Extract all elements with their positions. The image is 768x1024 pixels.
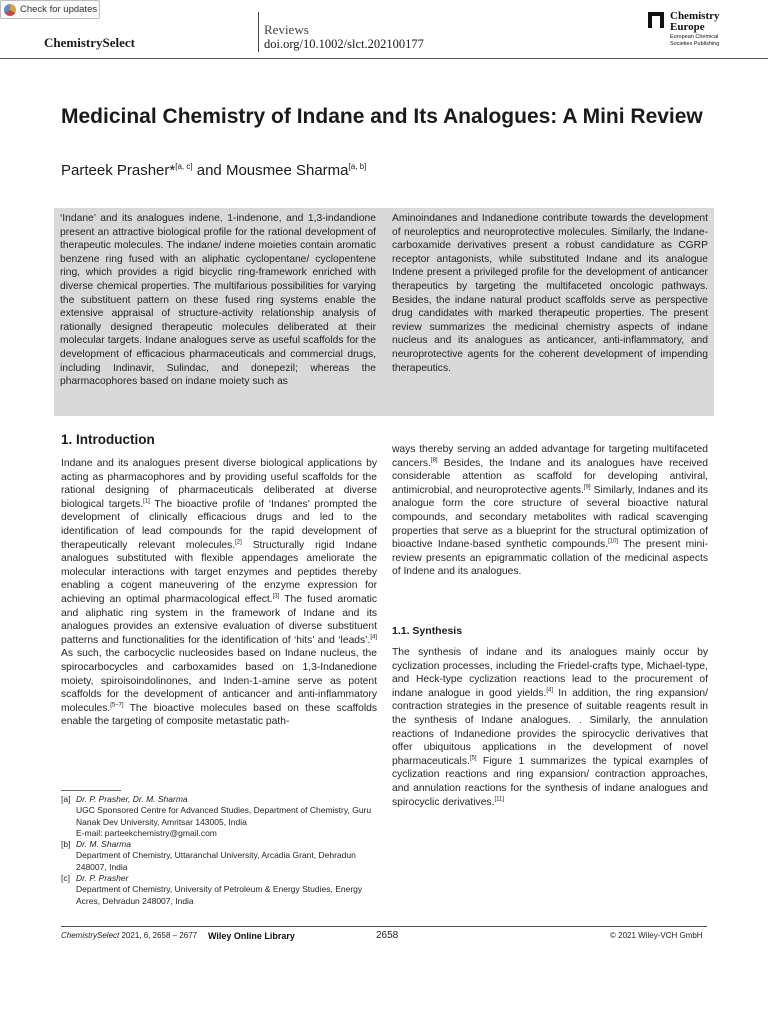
citation-ref[interactable]: [5–7] xyxy=(110,702,124,709)
citation-ref[interactable]: [10] xyxy=(608,538,619,545)
subsection-heading: 1.1. Synthesis xyxy=(392,625,463,637)
body-text: Indane and its analogues present diverse biological applications by acting as pharmacophores and by providing useful scaffolds for the rational designing of pharmaceuticals deliberated at diverse biological targets. xyxy=(61,458,377,510)
publisher-logo xyxy=(648,11,730,47)
footnote-item xyxy=(61,873,381,907)
citation-ref[interactable]: [8] xyxy=(430,457,438,464)
footnote-names: Dr. P. Prasher xyxy=(76,873,129,884)
footnote-line: UGC Sponsored Centre for Advanced Studies, Department of Chemistry, Guru Nanak Dev University, Amritsar 143005, India xyxy=(76,805,372,827)
footnote-tag: [a] xyxy=(61,794,71,804)
synthesis-paragraph xyxy=(392,646,708,809)
intro-paragraph-left xyxy=(61,457,377,729)
check-for-updates-label: Check for updates xyxy=(20,4,98,15)
body-text: Structurally rigid Indane analogues substituted with flexible appendages ameliorate the molecular interactions with target enzymes and peptides thereby enabling a cogent maneuvering of the enzyme expression for achieving an optimal pharmacological effect. xyxy=(61,539,377,605)
body-text: Similarly, Indanes and its analogue form the core structure of several bioactive natural compounds, and secondary metabolites with radical scavenging properties that serve as a blueprint for the structural optimization of bioactive Indane-based synthetic compounds. xyxy=(392,484,708,551)
author-affiliation: [a, c] xyxy=(175,162,193,171)
body-text: Figure 1 summarizes the typical examples of cyclization reactions and ring expansion/ contraction approaches, and annulation reactions for the synthesis of indane analogues and spirocyclic derivatives. xyxy=(392,755,708,808)
doi-link[interactable]: doi.org/10.1002/slct.202100177 xyxy=(264,37,424,51)
affiliation-footnotes xyxy=(61,794,381,907)
abstract-box xyxy=(54,208,714,416)
intro-paragraph-right xyxy=(392,443,708,579)
publisher-line3: European Chemical Societies Publishing xyxy=(670,34,720,47)
section-heading: 1. Introduction xyxy=(61,432,155,447)
header-rule xyxy=(0,58,768,59)
copyright-notice: © 2021 Wiley-VCH GmbH xyxy=(610,931,703,940)
journal-name: ChemistrySelect xyxy=(44,35,135,50)
footnote-rule xyxy=(61,790,121,791)
citation-ref[interactable]: [4] xyxy=(370,634,377,641)
footnote-names: Dr. M. Sharma xyxy=(76,839,131,850)
footer-citation xyxy=(61,931,197,940)
citation-ref[interactable]: [5] xyxy=(469,755,477,762)
body-text: The bioactive profile of ‘Indanes’ prompted the development of clinically efficacious drugs and led to the identification of lead compounds for the rapid development of therapeutically relevant molecules. xyxy=(61,498,377,551)
page-number: 2658 xyxy=(376,930,399,941)
article-type: Reviews xyxy=(264,22,309,37)
author-list xyxy=(61,162,366,179)
footnote-line: Department of Chemistry, Uttaranchal University, Arcadia Grant, Dehradun 248007, India xyxy=(76,850,356,872)
citation-ref[interactable]: [1] xyxy=(143,498,150,505)
footnote-item xyxy=(61,794,381,839)
footer-citation-text: 2021, 6, 2658 – 2677 xyxy=(119,931,198,940)
body-text: The bioactive molecules based on these scaffolds enable the targeting of composite metastatic path- xyxy=(61,702,377,728)
citation-ref[interactable]: [11] xyxy=(494,796,504,803)
author-affiliation: [a, b] xyxy=(348,162,367,171)
footer-journal: ChemistrySelect xyxy=(61,931,120,940)
footnote-tag: [c] xyxy=(61,873,70,884)
footnote-item xyxy=(61,839,381,873)
author-joiner: and xyxy=(192,162,226,179)
body-text: The synthesis of indane and its analogues mainly occur by cyclization processes, including the Friedel-crafts type, Michael-type, and Heck-type cyclization reactions lead to the procurement of indane analogue in good yields. xyxy=(392,647,708,699)
citation-ref[interactable]: [4] xyxy=(546,687,554,694)
author-name: Parteek Prasher* xyxy=(61,162,176,179)
author-name: Mousmee Sharma xyxy=(225,162,349,179)
header-divider xyxy=(258,12,259,52)
body-text: ways thereby serving an added advantage for targeting multifaceted cancers. xyxy=(392,444,708,469)
article-title: Medicinal Chemistry of Indane and Its Analogues: A Mini Review xyxy=(61,105,703,128)
publisher-line2: Europe xyxy=(670,21,705,33)
footnote-names: Dr. P. Prasher, Dr. M. Sharma xyxy=(76,794,188,804)
wiley-online-library-link[interactable]: Wiley Online Library xyxy=(208,931,295,941)
body-text: As such, the carbocyclic nucleosides based on Indane nucleus, the spirocarbocycles and carboxamides based on 1,3-Indanedione moiety, spiroisoindolinones, and Inden-1-amine serve as potent scaffolds for the development of anticancer and anti-inflammatory molecules. xyxy=(61,648,377,714)
chemistry-europe-logo-icon xyxy=(648,12,664,28)
footer-rule xyxy=(61,926,707,927)
abstract-text-left: ‘Indane’ and its analogues indene, 1-indenone, and 1,3-indandione present an attractive biological profile for the rational development of therapeutic molecules. The indane/ indene moieties contain aromatic benzene ring fused with an aliphatic cyclopentane/ cyclopentene ring, which provides a rigid bicyclic ring-framework enriched with diverse chemical properties. The multifarious possibilities for varying the substituent pattern on these fused ring systems enable the extensive appraisal of structure-activity relationship analysis of rationally designed therapeutic molecules deliberated at their molecular targets. Indane analogues serve as useful scaffolds for the development of efficacious pharmaceuticals and commercial drugs, including Indinavir, Sulindac, and donepezil; whereas the pharmacophores based on indane moiety such as xyxy=(60,213,376,388)
footnote-tag: [b] xyxy=(61,839,71,850)
abstract-text-right: Aminoindanes and Indanedione contribute towards the development of neuroleptics and neuroprotective molecules. Similarly, the Indane-carboxamide derivatives present a robust candidature as CGRP receptor antagonists, while substituted Indane and its analogue Indene present a privileged profile for the development of anticancer therapeutics by targeting the multifaceted oncologic pathways. Besides, the indane natural product scaffolds serve as perspective drug candidates with marked therapeutic properties. The present review summarizes the medicinal chemistry aspects of indane nucleus and its analogues as anticancer, anti-inflammatory, and neuroprotective agents for the coherent development of impending therapeutics. xyxy=(392,213,708,374)
citation-ref[interactable]: [9] xyxy=(583,484,591,491)
crossmark-icon xyxy=(4,4,16,16)
citation-ref[interactable]: [2] xyxy=(235,539,242,546)
body-text: Besides, the Indane and its analogues have received considerable attention as scaffold for developing antiviral, antimicrobial, and neuroprotective agents. xyxy=(392,457,708,496)
check-for-updates-badge[interactable] xyxy=(0,0,100,19)
body-text: The fused aromatic and aliphatic ring system in the framework of Indane and its analogues provides an extensive evaluation of diverse substituent patterns and functionalities for the identification of ‘hits’ and ‘leads’. xyxy=(61,593,377,646)
citation-ref[interactable]: [3] xyxy=(272,593,280,600)
publisher-line1: Chemistry xyxy=(670,10,720,22)
footnote-email[interactable]: E-mail: parteekchemistry@gmail.com xyxy=(76,827,217,838)
body-text: In addition, the ring expansion/ contraction strategies in the presence of suitable reagents result in the synthesis of Indane analogues. . Similarly, the annulation reactions of Indanedione provides the spirocyclic derivatives that offer ubiquitous applications in the development of novel pharmaceuticals. xyxy=(392,687,708,767)
footnote-line: Department of Chemistry, University of Petroleum & Energy Studies, Energy Acres, Dehradun 248007, India xyxy=(76,884,363,906)
body-text: The present mini-review presents an epigrammatic collation of the medicinal aspects of Indene and its analogues. xyxy=(392,539,708,578)
